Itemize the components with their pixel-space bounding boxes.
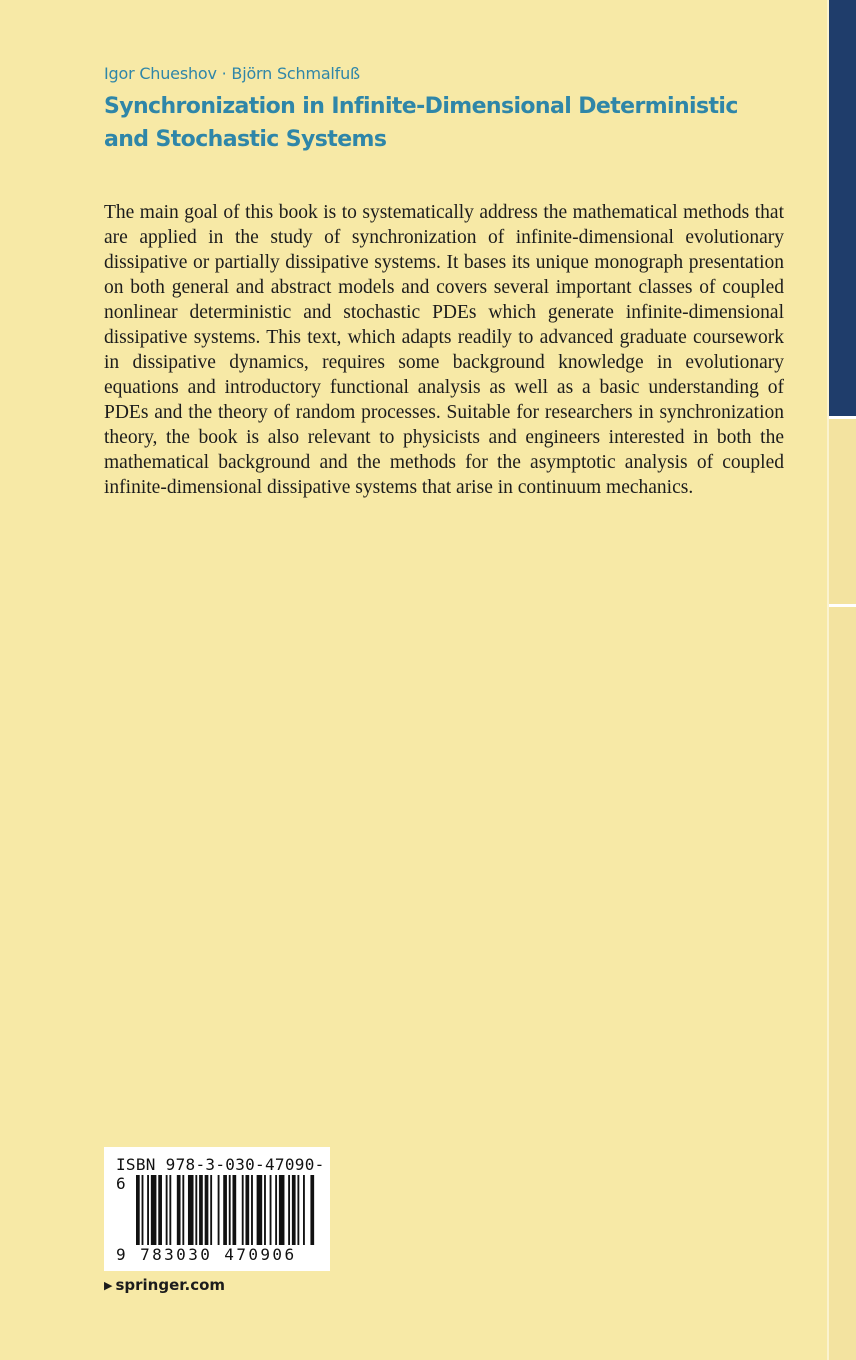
barcode-bar	[136, 1175, 140, 1245]
spine-divider-top	[829, 416, 856, 419]
barcode-bar	[245, 1175, 249, 1245]
barcode-bar	[158, 1175, 162, 1245]
barcode-bar	[310, 1175, 314, 1245]
barcode-bar	[177, 1175, 181, 1245]
barcode-bar	[242, 1175, 244, 1245]
barcode-bar	[147, 1175, 149, 1245]
barcode-bar	[257, 1175, 263, 1245]
barcode-bar	[264, 1175, 266, 1245]
publisher-link[interactable]	[104, 1276, 225, 1294]
isbn-barcode	[104, 1147, 330, 1271]
book-authors: Igor Chueshov · Björn Schmalfuß	[104, 64, 360, 83]
barcode-bar	[218, 1175, 220, 1245]
barcode-bar	[251, 1175, 253, 1245]
barcode-bar	[279, 1175, 285, 1245]
barcode-bar	[297, 1175, 299, 1245]
book-description: The main goal of this book is to systematically address the mathematical methods that are applied in the study of synchronization of infinite-dimensional evolutionary dissipative or partially dissipative systems. It bases its unique monograph presentation on both general and abstract models and covers several important classes of coupled nonlinear deterministic and stochastic PDEs which generate infinite-dimensional dissipative systems. This text, which adapts readily to advanced graduate coursework in dissipative dynamics, requires some background knowledge in evolutionary equations and introductory functional analysis as well as a basic understanding of PDEs and the theory of random processes. Suitable for researchers in synchronization theory, the book is also relevant to physicists and engineers interested in both the mathematical background and the methods for the asymptotic analysis of coupled infinite-dimensional dissipative systems that arise in continuum mechanics.	[104, 202, 784, 498]
barcode-bar	[182, 1175, 184, 1245]
publisher-url: springer.com	[115, 1276, 226, 1294]
barcode-bar	[166, 1175, 168, 1245]
barcode-bar	[199, 1175, 203, 1245]
spine-navy-block	[829, 0, 856, 416]
barcode-bar	[188, 1175, 194, 1245]
barcode-digits: 9 783030 470906	[116, 1245, 297, 1264]
barcode-bar	[232, 1175, 236, 1245]
barcode-bar	[270, 1175, 272, 1245]
barcode-bar	[292, 1175, 296, 1245]
barcode-bar	[195, 1175, 197, 1245]
barcode-bar	[303, 1175, 305, 1245]
barcode-bar	[142, 1175, 144, 1245]
barcode-bar	[229, 1175, 231, 1245]
barcode-bar	[205, 1175, 209, 1245]
barcode-bars	[136, 1175, 316, 1245]
barcode-bar	[210, 1175, 212, 1245]
book-title: Synchronization in Infinite-Dimensional Deterministic and Stochastic Systems	[104, 94, 738, 152]
spine-edge-line	[827, 0, 829, 1360]
barcode-bar	[223, 1175, 227, 1245]
spine-divider-bottom	[829, 604, 856, 607]
barcode-bar	[288, 1175, 290, 1245]
arrow-right-icon: ▶	[104, 1278, 113, 1292]
barcode-bar	[169, 1175, 171, 1245]
barcode-bar	[151, 1175, 157, 1245]
isbn-label: ISBN 978-3-030-47090-6	[116, 1155, 325, 1193]
barcode-bar	[275, 1175, 277, 1245]
